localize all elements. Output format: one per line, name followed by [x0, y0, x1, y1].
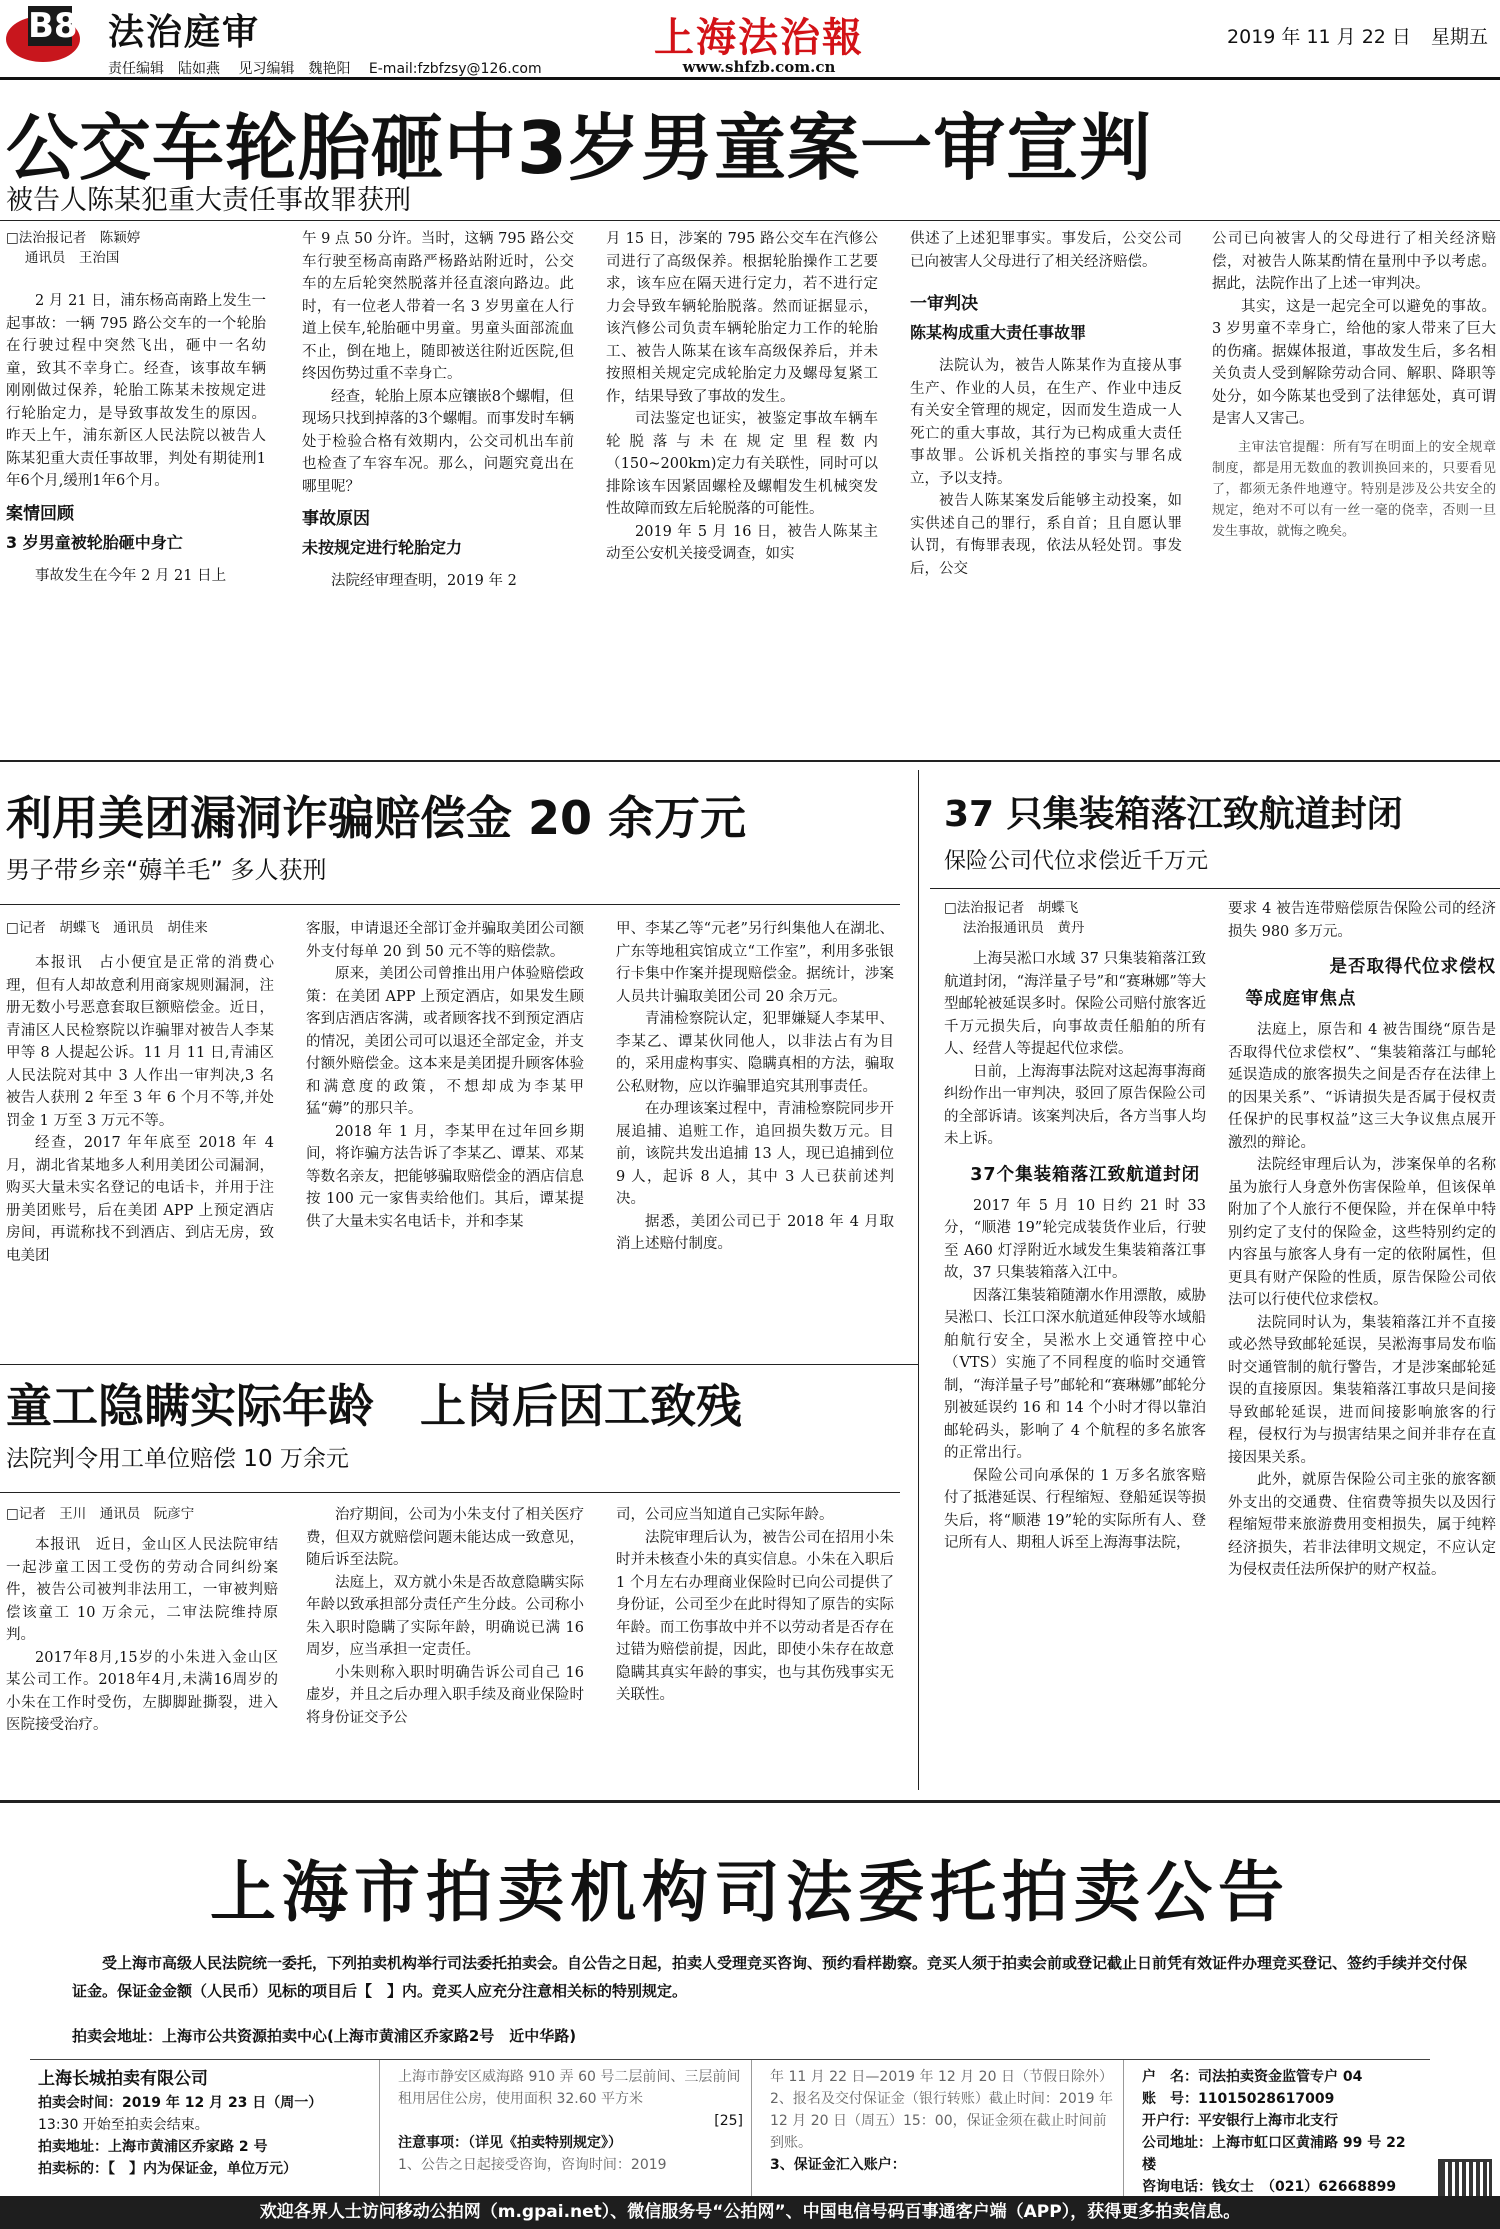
story4-column-2: [306, 1504, 584, 1794]
auction-intro: [72, 1949, 1472, 2005]
account-name: 户 名：司法拍卖资金监管专户 04: [1142, 2069, 1363, 2085]
paragraph: 本报讯 占小便宜是正常的消费心理，但有人却故意利用商家规则漏洞，注册无数小号恶意套取巨额赔偿金。近日，青浦区人民检察院以诈骗罪对被告人李某甲等 8 人提起公诉。11 月 11 日,青浦区人民法院对其中 3 人作出一审判决,3 名被告人获刑 2 年至 3 年 6 个月不等,并处罚金 1 万至 3 万元不等。: [6, 955, 274, 1129]
paragraph: 因落江集装箱随潮水作用漂散，威胁吴淞口、长江口深水航道延伸段等水域船舶航行安全，吴淞水上交通管控中心（VTS）实施了不同程度的临时交通管制，“海洋量子号”邮轮和“赛琳娜”邮轮分别被延误约 16 和 14 个小时才得以靠泊邮轮码头，影响了 4 个航程的多名旅客的正常出行。: [944, 1287, 1206, 1461]
divider: [930, 888, 1500, 889]
paragraph: 在办理该案过程中，青浦检察院同步开展追捕、追赃工作，追回损失数万元。目前，该院共发出追捕 13 人，现已追捕到位 9 人，起诉 8 人，其中 3 人已获前述判决。: [616, 1101, 894, 1207]
editor-credit: 责任编辑 陆如燕: [108, 61, 220, 77]
paragraph: 法院认为，被告人陈某作为直接从事生产、作业的人员，在生产、作业中违反有关安全管理的规定，因而发生造成一人死亡的重大事故，其行为已构成重大责任事故罪。公诉机关指控的事实与罪名成立，予以支持。: [910, 358, 1182, 487]
issue-date: [1213, 22, 1488, 49]
paragraph: 此外，就原告保险公司主张的旅客额外支出的交通费、住宿费等损失以及因行程缩短带来旅游费用变相损失，属于纯粹经济损失，若非法律明文规定，不应认定为侵权责任法所保护的财产权益。: [1228, 1472, 1496, 1578]
weekday-text: 星期五: [1430, 26, 1488, 48]
story1-subhead: 被告人陈某犯重大责任事故罪获刑: [6, 185, 411, 216]
auction-account-cell: [1134, 2060, 1430, 2196]
paragraph: 原来，美团公司曾推出用户体验赔偿政策：在美团 APP 上预定酒店，如果发生顾客到店酒店客满，或者顾客找不到预定酒店的情况，美团公司可以退还全部定金，并支付额外赔偿金。这本来是美团提升顾客体验和满意度的政策，不想却成为李某甲猛“薅”的那只羊。: [306, 966, 584, 1117]
auction-line: 1、公告之日起接受咨询，咨询时间：2019: [398, 2157, 667, 2173]
paragraph: 法院经审理后认为，涉案保单的名称虽为旅行人身意外伤害保险单，但该保单附加了个人旅行不便保险，并在保单中特别约定了支付的保险金，这些特别约定的内容虽与旅客人身有一定的依附属性，但更具有财产保险的性质，原告保险公司依法可以行使代位求偿权。: [1228, 1157, 1496, 1308]
story2-subhead: 男子带乡亲“薅羊毛” 多人获刑: [6, 856, 327, 884]
story1-section-title: 3 岁男童被轮胎砸中身亡: [6, 532, 183, 552]
footer-banner[interactable]: 欢迎各界人士访问移动公拍网（m.gpai.net）、微信服务号“公拍网”、中国电信号码百事通客户端（APP），获得更多拍卖信息。: [0, 2196, 1500, 2229]
paragraph: 法院同时认为，集装箱落江并不直接或必然导致邮轮延误，吴淞海事局发布临时交通管制的航行警告，才是涉案邮轮延误的直接原因。集装箱落江事故只是间接导致邮轮延误，进而间接影响旅客的行程，侵权行为与损害结果之间并非存在直接因果关系。: [1228, 1314, 1496, 1466]
contact-phone: 咨询电话：钱女士 （021）62668899: [1142, 2179, 1397, 2195]
paragraph: 青浦检察院认定，犯罪嫌疑人李某甲、李某乙、谭某伙同他人，以非法占有为目的，采用虚构事实、隐瞒真相的方法，骗取公私财物，应以诈骗罪追究其刑事责任。: [616, 1011, 894, 1095]
story4-column-3: [616, 1504, 894, 1794]
story1-column-1: [6, 230, 266, 742]
judge-reminder: 主审法官提醒：所有写在明面上的安全规章制度，都是用无数血的教训换回来的，只要看见了，都须无条件地遵守。特别是涉及公共安全的规定，绝对不可以有一丝一毫的侥幸，否则一旦发生事故，就悔之晚矣。: [1212, 439, 1496, 539]
paragraph: 事故发生在今年 2 月 21 日上: [35, 567, 227, 584]
auction-line: 13:30 开始至拍卖会结束。: [38, 2117, 209, 2133]
story3-column-2: [1228, 898, 1496, 1778]
editor-credit: 见习编辑 魏艳阳: [238, 61, 351, 77]
auction-line: 拍卖地址：上海市黄浦区乔家路 2 号: [38, 2139, 268, 2155]
date-text: 2019 年 11 月 22 日: [1227, 26, 1411, 48]
story1-column-4: [910, 228, 1182, 742]
paragraph: 公司已向被害人的父母进行了相关经济赔偿，对被告人陈某酌情在量刑中予以考虑。据此，法院作出了上述一审判决。: [1212, 231, 1496, 292]
paragraph: 2 月 21 日，浦东杨高南路上发生一起事故：一辆 795 路公交车的一个轮胎在行驶过程中突然飞出，砸中一名幼童，致其不幸身亡。经查，该事故车辆刚刚做过保养，轮胎工陈某未按规定进行轮胎定力，是导致事故发生的原因。昨天上午，浦东新区人民法院以被告人陈某犯重大责任事故罪，判处有期徒刑1年6个月,缓刑1年6个月。: [6, 293, 266, 489]
editor-credits: [108, 58, 556, 78]
paragraph: 供述了上述犯罪事实。事发后，公交公司已向被害人父母进行了相关经济赔偿。: [910, 231, 1182, 270]
divider: [0, 1364, 918, 1365]
masthead: [0, 0, 1500, 80]
paragraph: 治疗期间，公司为小朱支付了相关医疗费，但双方就赔偿问题未能达成一致意见，随后诉至法院。: [306, 1507, 584, 1568]
page-number-badge: [6, 6, 96, 58]
story3-section-title: 是否取得代位求偿权: [1329, 957, 1496, 977]
paragraph: 法院经审理查明，2019 年 2: [331, 573, 517, 589]
paragraph: 甲、李某乙等“元老”另行纠集他人在湖北、广东等地租宾馆成立“工作室”，利用多张银行卡集中作案并提现赔偿金。据统计，涉案人员共计骗取美团公司 20 余万元。: [616, 921, 894, 1005]
paragraph: 2017 年 5 月 10 日约 21 时 33 分，“顺港 19”轮完成装货作业后，行驶至 A60 灯浮附近水域发生集装箱落江事故，37 只集装箱落入江中。: [944, 1197, 1206, 1281]
page-number: B8: [28, 6, 78, 46]
section-name: 法治庭审: [108, 12, 261, 53]
divider: [0, 220, 1500, 221]
auction-line: 年 11 月 22 日—2019 年 12 月 20 日（节假日除外）: [770, 2069, 1113, 2085]
paragraph: 日前，上海海事法院对这起海事海商纠纷作出一审判决，驳回了原告保险公司的全部诉请。该案判决后，各方当事人均未上诉。: [944, 1063, 1206, 1147]
paragraph: 据悉，美团公司已于 2018 年 4 月取消上述赔付制度。: [616, 1213, 894, 1252]
paragraph: 法庭上，双方就小朱是否故意隐瞒实际年龄以致承担部分责任产生分歧。公司称小朱入职时隐瞒了实际年龄，明确说已满 16 周岁，应当承担一定责任。: [306, 1574, 584, 1658]
paragraph: 法院审理后认为，被告公司在招用小朱时并未核查小朱的真实信息。小朱在入职后 1 个月左右办理商业保险时已向公司提供了身份证，公司至少在此时得知了原告的实际年龄。而工伤事故中并不以劳动者是否存在过错为赔偿前提，因此，即使小朱存在故意隐瞒其真实年龄的事实，也与其伤残事实无关联性。: [616, 1529, 894, 1703]
story1-headline: 公交车轮胎砸中3岁男童案一审宣判: [6, 106, 1153, 190]
paragraph: 要求 4 被告连带赔偿原告保险公司的经济损失 980 多万元。: [1228, 901, 1496, 940]
story1-column-2: [302, 228, 574, 742]
auction-notes-cell: [762, 2060, 1124, 2196]
story1-byline: 通讯员 王治国: [24, 250, 120, 266]
auction-company-cell: [30, 2060, 380, 2196]
story2-headline: 利用美团漏洞诈骗赔偿金 20 余万元: [6, 791, 747, 845]
auction-table: [30, 2059, 1430, 2195]
story2-byline: □记者 胡蝶飞 通讯员 胡佳来: [6, 920, 208, 936]
auction-line: 注意事项：（详见《拍卖特别规定》）: [398, 2135, 622, 2151]
story3-headline: 37 只集装箱落江致航道封闭: [944, 794, 1403, 835]
divider: [0, 760, 1500, 762]
paragraph: 午 9 点 50 分许。当时，这辆 795 路公交车行驶至杨高南路严杨路站附近时，公交车的左后轮突然脱落并径直滚向路边。此时，有一位老人带着一名 3 岁男童在人行道上侯车,轮胎砸中男童。男童头面部流血不止，倒在地上，随即被送往附近医院,但终因伤势过重不幸身亡。: [302, 231, 574, 382]
newspaper-logo: 上海法治報: [654, 14, 864, 61]
story4-byline: □记者 王川 通讯员 阮彦宁: [6, 1506, 195, 1522]
paragraph: 小朱则称入职时明确告诉公司自己 16 虚岁，并且之后办理入职手续及商业保险时将身份证交予公: [306, 1664, 584, 1726]
paragraph: 上海吴淞口水域 37 只集装箱落江致航道封闭，“海洋量子号”和“赛琳娜”等大型邮轮被延误多时。保险公司赔付旅客近千万元损失后，向事故责任船舶的所有人、经营人等提起代位求偿。: [944, 951, 1206, 1057]
paragraph: 月 15 日，涉案的 795 路公交车在汽修公司进行了高级保养。根据轮胎操作工艺要求，该车应在隔天进行定力，若不进行定力会导致车辆轮胎脱落。然而证据显示，该汽修公司负责车辆轮胎定力工作的轮胎工、被告人陈某在该车高级保养后，并未按照相关规定完成轮胎定力及螺母复紧工作，结果导致了事故的发生。: [606, 231, 878, 405]
story1-byline: □法治报记者 陈颖婷: [6, 230, 141, 246]
paragraph: 客服，申请退还全部订金并骗取美团公司额外支付每单 20 到 50 元不等的赔偿款。: [306, 921, 584, 960]
account-number: 账 号：11015028617009: [1142, 2091, 1335, 2107]
story2-column-1: [6, 918, 274, 1354]
auction-line: 2、报名及交付保证金（银行转账）截止时间：2019 年 12 月 20 日（周五）15：00，保证金须在截止时间前到账。: [770, 2091, 1113, 2151]
auction-line: 拍卖标的：【 】内为保证金，单位万元）: [38, 2161, 297, 2177]
auction-lot-cell: [390, 2060, 752, 2196]
story1-section-title: 陈某构成重大责任事故罪: [910, 323, 1087, 342]
story3-section-title: 37个集装箱落江致航道封闭: [970, 1164, 1201, 1185]
auction-announcement: [0, 1800, 1500, 2196]
auction-line: 3、保证金汇入账户：: [770, 2157, 906, 2173]
story4-column-1: [6, 1504, 278, 1794]
paragraph: 其实，这是一起完全可以避免的事故。3 岁男童不幸身亡，给他的家人带来了巨大的伤痛。据媒体报道，事故发生后，多名相关负责人受到解除劳动合同、解职、降职等处分，如今陈某也受到了法律惩处，真可谓是害人又害己。: [1212, 298, 1496, 427]
story1-kicker: 一审判决: [910, 294, 978, 314]
story3-byline: 法治报通讯员 黄丹: [962, 920, 1085, 936]
paragraph: 被告人陈某案发后能够主动投案，如实供述自己的罪行，系自首；且自愿认罪认罚，有悔罪表现，依法从轻处罚。事发后，公交: [910, 493, 1182, 577]
paragraph: 2019 年 5 月 16 日，被告人陈某主动至公安机关接受调查，如实: [606, 523, 878, 562]
paragraph: 法庭上，原告和 4 被告围绕“原告是否取得代位求偿权”、“集装箱落江与邮轮延误造成的旅客损失之间是否存在法律上的因果关系”、“诉请损失是否属于侵权责任保护的民事权益”这三大争议焦点展开激烈的辩论。: [1228, 1022, 1496, 1151]
editor-email: E-mail:fzbfzsy@126.com: [368, 61, 542, 77]
paragraph: 司，公司应当知道自己实际年龄。: [616, 1507, 834, 1523]
story2-column-2: [306, 918, 584, 1354]
newspaper-url[interactable]: www.shfzb.com.cn: [682, 58, 836, 76]
divider: [0, 1492, 900, 1493]
account-bank: 开户行：平安银行上海市北支行: [1142, 2113, 1338, 2129]
story1-kicker: 案情回顾: [6, 503, 74, 524]
auction-lot-description: 上海市静安区威海路 910 弄 60 号二层前间、三层前间租用居住公房，使用面积 32.60 平方米: [398, 2069, 741, 2107]
story3-section-title: 等成庭审焦点: [1245, 989, 1357, 1009]
paragraph: 经查，2017 年年底至 2018 年 4 月，湖北省某地多人利用美团公司漏洞，购买大量未实名登记的电话卡，并用于注册美团账号，后在美团 APP 上预定酒店房间，再谎称找不到酒店、到店无房，致电美团: [6, 1135, 274, 1264]
paragraph: 保险公司向承保的 1 万多名旅客赔付了抵港延误、行程缩短、登船延误等损失后，将“顺港 19”轮的实际所有人、登记所有人、期租人诉至上海海事法院，: [944, 1467, 1206, 1551]
story4-subhead: 法院判令用工单位赔偿 10 万余元: [6, 1446, 349, 1472]
story1-section-title: 未按规定进行轮胎定力: [302, 538, 463, 557]
auction-title: 上海市拍卖机构司法委托拍卖公告: [210, 1853, 1290, 1931]
vertical-divider: [918, 770, 919, 1790]
auction-company: 上海长城拍卖有限公司: [38, 2069, 208, 2089]
story4-headline: 童工隐瞒实际年龄 上岗后因工致残: [6, 1379, 742, 1433]
company-address: 公司地址：上海市虹口区黄浦路 99 号 22 楼: [1142, 2135, 1406, 2173]
paragraph: 本报讯 近日，金山区人民法院审结一起涉童工因工受伤的劳动合同纠纷案件，被告公司被判非法用工，一审被判赔偿该童工 10 万余元，二审法院维持原判。: [6, 1537, 278, 1643]
paragraph: 受上海市高级人民法院统一委托，下列拍卖机构举行司法委托拍卖会。自公告之日起，拍卖人受理竞买咨询、预约看样勘察。竞买人须于拍卖会前或登记截止日前凭有效证件办理竞买登记、签约手续并交付保证金。保证金金额（人民币）见标的项目后【 】内。竞买人应充分注意相关标的特别规定。: [72, 1954, 1468, 2000]
paragraph: 2017年8月,15岁的小朱进入金山区某公司工作。2018年4月,未满16周岁的小朱在工作时受伤，左脚脚趾撕裂，进入医院接受治疗。: [6, 1649, 278, 1733]
story1-kicker: 事故原因: [302, 509, 370, 529]
story3-byline: □法治报记者 胡蝶飞: [944, 900, 1079, 916]
paragraph: 经查，轮胎上原本应镶嵌8个螺帽，但现场只找到掉落的3个螺帽。而事发时车辆处于检验合格有效期内，公交司机出车前也检查了车容车况。那么，问题究竟出在哪里呢？: [302, 388, 574, 495]
story3-column-1: [944, 898, 1206, 1778]
story3-subhead: 保险公司代位求偿近千万元: [944, 849, 1209, 874]
story1-column-5: [1212, 228, 1496, 742]
story2-column-3: [616, 918, 894, 1354]
auction-lot-deposit: [25]: [714, 2113, 743, 2129]
auction-address: 拍卖会地址：上海市公共资源拍卖中心(上海市黄浦区乔家路2号 近中华路): [72, 2027, 577, 2045]
paragraph: 2018 年 1 月，李某甲在过年回乡期间，将诈骗方法告诉了李某乙、谭某、邓某等数名亲友，把能够骗取赔偿金的酒店信息按 100 元一家售卖给他们。其后，谭某提供了大量未实名电话卡，并和李某: [306, 1123, 584, 1230]
auction-line: 拍卖会时间：2019 年 12 月 23 日（周一）: [38, 2095, 323, 2111]
story1-column-3: [606, 228, 878, 742]
paragraph: 司法鉴定也证实，被鉴定事故车辆车轮脱落与未在规定里程数内（150~200km)定力有关联性，同时可以排除该车因紧固螺栓及螺帽发生机械突发性故障而致左后轮脱落的可能性。: [606, 411, 878, 517]
divider: [0, 904, 900, 905]
